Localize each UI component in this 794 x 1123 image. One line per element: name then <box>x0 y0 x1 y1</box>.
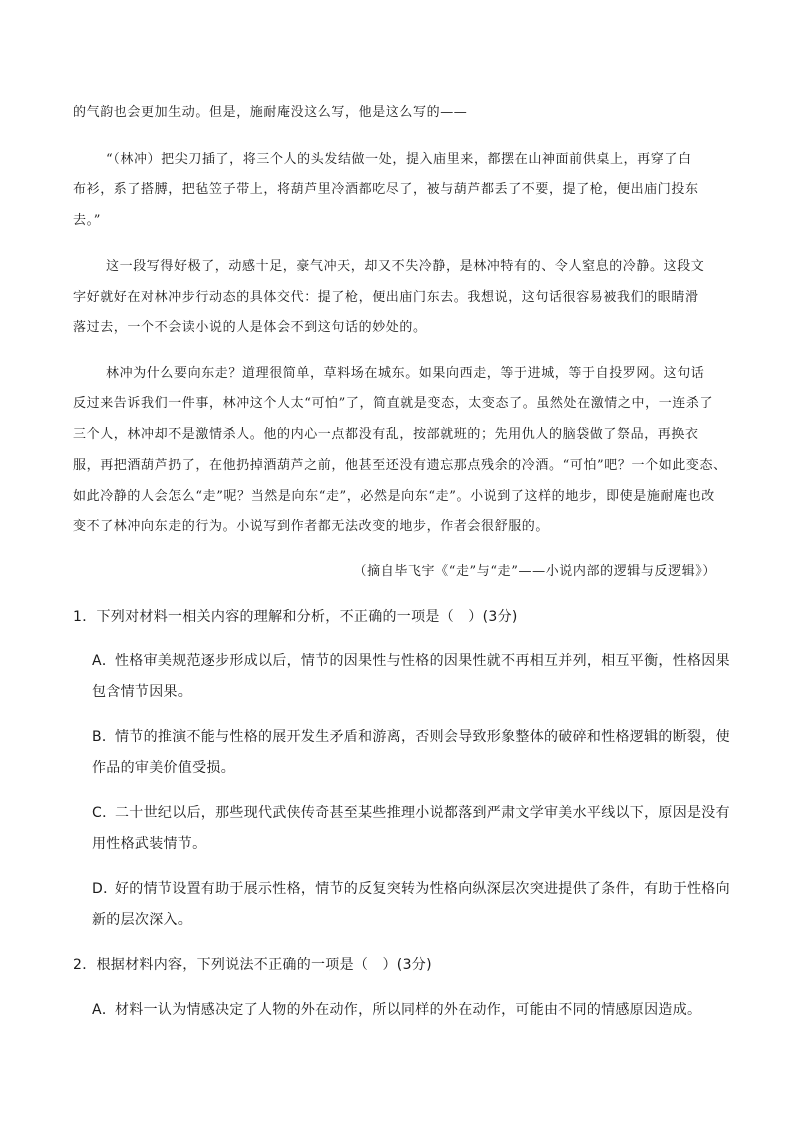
option-text-line: 好的情节设置有助于展示性格，情节的反复突转为性格向纵深层次突进提供了条件，有助于性格向 <box>115 881 730 897</box>
option-text-line: 新的层次深入。 <box>92 912 193 928</box>
passage-line: 的气韵也会更加生动。但是，施耐庵没这么写，他是这么写的—— <box>73 105 468 120</box>
option-text-line: 用性格武装情节。 <box>92 836 207 852</box>
passage-line: “（林冲）把尖刀插了，将三个人的头发结做一处，提入庙里来，都摆在山神面前供桌上，再穿了白 <box>106 152 692 167</box>
passage-line: 服，再把酒葫芦扔了，在他扔掉酒葫芦之前，他甚至还没有遗忘那点残余的冷酒。“可怕”吧？一个如此变态、 <box>73 458 727 473</box>
passage-line: 去。” <box>73 213 101 228</box>
passage-line: 这一段写得好极了，动感十足，豪气冲天，却又不失冷静，是林冲特有的、令人窒息的冷静。这段文 <box>106 259 705 274</box>
option-text-line: 性格审美规范逐步形成以后，情节的因果性与性格的因果性就不再相互并列，相互平衡，性格因果 <box>115 653 730 669</box>
passage-line: 布衫，系了搭膊，把毡笠子带上，将葫芦里冷酒都吃尽了，被与葫芦都丢了不要，提了枪，便出庙门投东 <box>73 182 699 197</box>
option-label: C． <box>92 805 117 821</box>
option-text-line: 情节的推演不能与性格的展开发生矛盾和游离，否则会导致形象整体的破碎和性格逻辑的断裂，使 <box>115 729 730 745</box>
citation: （摘自毕飞宇《“走”与“走”——小说内部的逻辑与反逻辑》） <box>353 564 716 579</box>
passage-line: 字好就好在对林冲步行动态的具体交代：提了枪，便出庙门东去。我想说，这句话很容易被我们的眼睛滑 <box>73 290 699 305</box>
option-text-line: 二十世纪以后，那些现代武侠传奇甚至某些推理小说都落到严肃文学审美水平线以下，原因是没有 <box>115 805 730 821</box>
passage-line: 落过去，一个不会读小说的人是体会不到这句话的妙处的。 <box>73 320 427 335</box>
passage-line: 如此冷静的人会怎么“走”呢？当然是向东“走”，必然是向东“走”。小说到了这样的地步，即使是施耐庵也改 <box>73 489 715 504</box>
passage-line: 变不了林冲向东走的行为。小说写到作者都无法改变的地步，作者会很舒服的。 <box>73 519 550 534</box>
option-text-line: 作品的审美价值受损。 <box>92 760 235 776</box>
option-label: A． <box>92 653 117 669</box>
question-stem: 2．根据材料内容，下列说法不正确的一项是（ ）(3分) <box>73 957 432 973</box>
passage-line: 三个人，林冲却不是激情杀人。他的内心一点都没有乱，按部就班的；先用仇人的脑袋做了祭品，再换衣 <box>73 427 699 442</box>
option-label: A． <box>92 1002 117 1018</box>
option-text-line: 包含情节因果。 <box>92 684 193 700</box>
passage-line: 反过来告诉我们一件事，林冲这个人太“可怕”了，简直就是变态，太变态了。虽然处在激情之中，一连杀了 <box>73 396 714 411</box>
option-label: B． <box>92 729 117 745</box>
option-text-line: 材料一认为情感决定了人物的外在动作，所以同样的外在动作，可能由不同的情感原因造成。 <box>115 1002 702 1018</box>
question-stem: 1．下列对材料一相关内容的理解和分析，不正确的一项是（ ）(3分) <box>73 609 518 625</box>
passage-line: 林冲为什么要向东走？道理很简单，草料场在城东。如果向西走，等于进城，等于自投罗网。这句话 <box>106 366 705 381</box>
option-label: D． <box>92 881 118 897</box>
